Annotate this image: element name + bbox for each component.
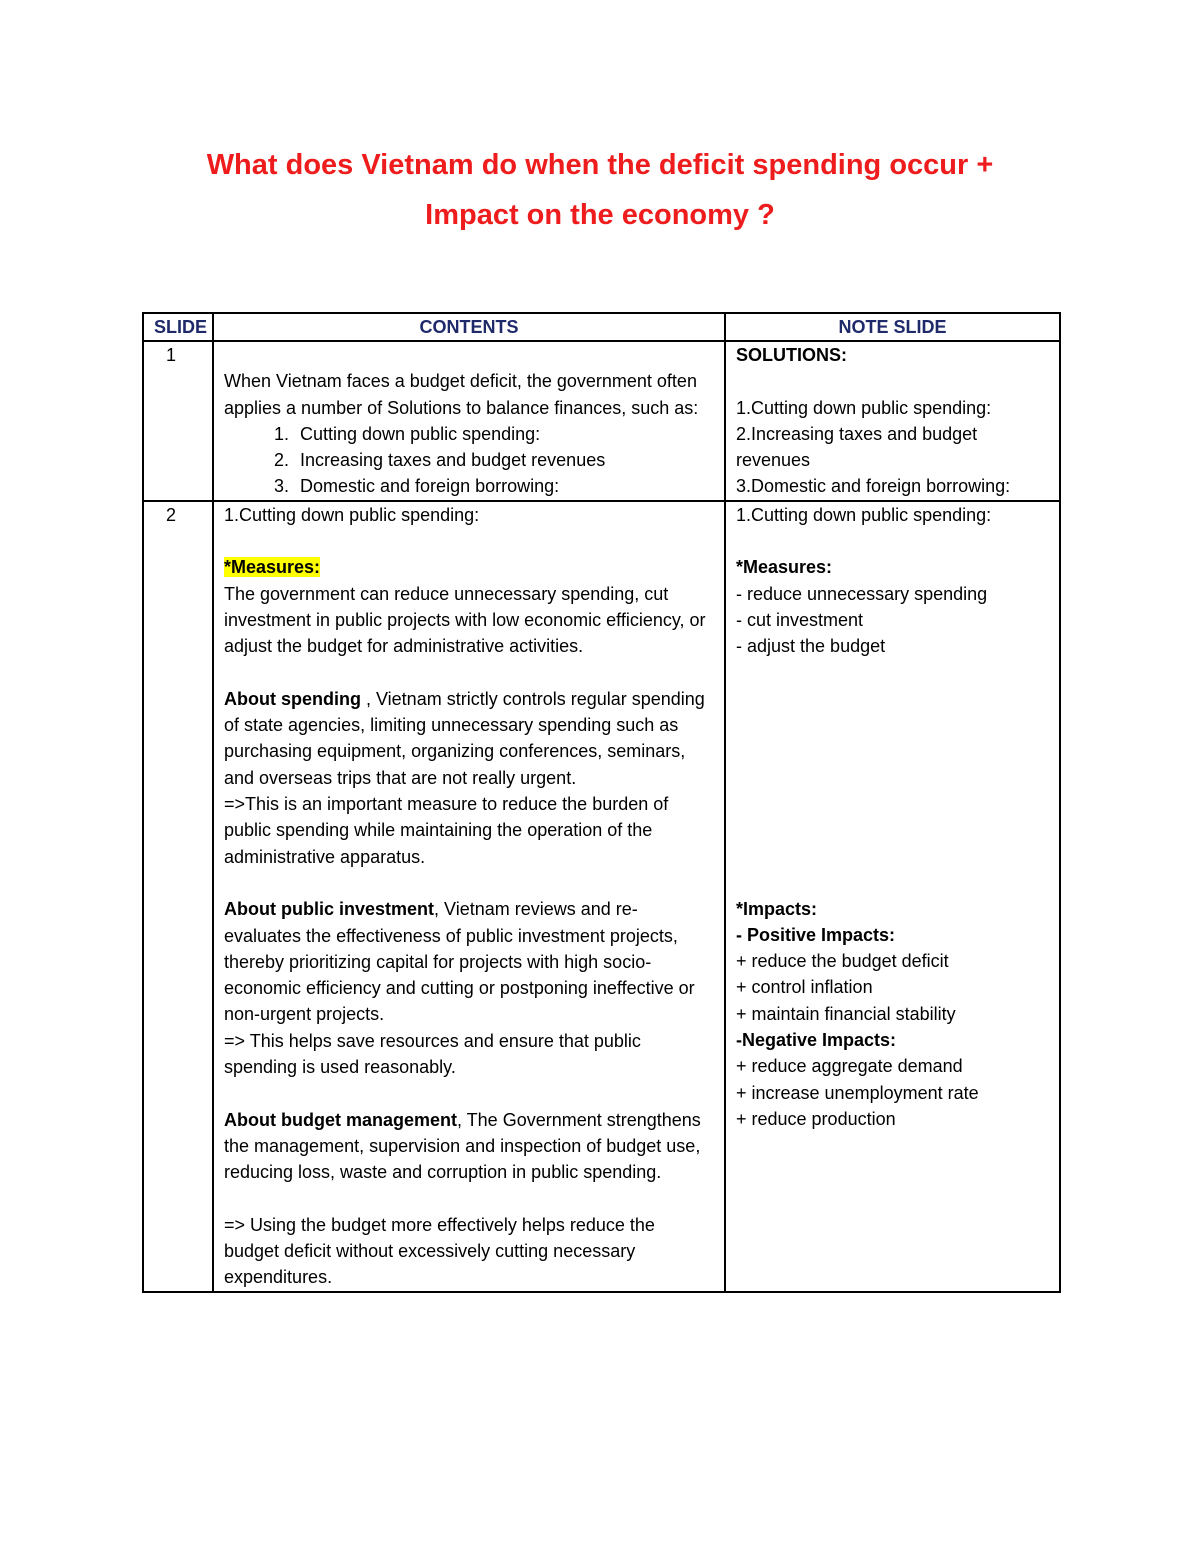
note-item: 2.Increasing taxes and budget revenues [736, 423, 978, 471]
note-item: - reduce unnecessary spending [736, 583, 988, 604]
header-contents: CONTENTS [213, 313, 725, 341]
list-item: 1. Cutting down public spending: [294, 421, 714, 447]
note-negative-label: -Negative Impacts: [736, 1030, 897, 1051]
investment-paragraph [224, 896, 714, 1027]
investment-label: About public investment [224, 899, 435, 920]
slide-number-cell [143, 501, 213, 1292]
note-impacts-label: *Impacts: [736, 898, 818, 919]
list-item: 2. Increasing taxes and budget revenues [294, 447, 714, 473]
solutions-list [224, 421, 714, 500]
table-row [143, 341, 1060, 501]
note-positive-label: - Positive Impacts: [736, 924, 896, 945]
note-item: + control inflation [736, 977, 873, 998]
title-line-1: What does Vietnam do when the deficit spending occur + [206, 149, 994, 181]
note-item: - cut investment [736, 609, 864, 630]
note-heading: 1.Cutting down public spending: [736, 504, 992, 525]
note-item: + reduce production [736, 1108, 896, 1129]
note-item: + reduce aggregate demand [736, 1056, 963, 1077]
budget-paragraph [224, 1107, 714, 1186]
note-heading: SOLUTIONS: [736, 345, 847, 365]
contents-cell [213, 341, 725, 501]
document-title [0, 140, 1200, 240]
measures-text: The government can reduce unnecessary spending, cut investment in public projects with low economic efficiency, or adjust the budget for administrative activities. [224, 583, 706, 657]
spending-text: , Vietnam strictly controls regular spending of state agencies, limiting unnecessary spending such as purchasing equipment, organizing conferences, seminars, and overseas trips that are not really urgent. [224, 688, 705, 788]
measures-label: *Measures: [224, 557, 321, 578]
note-item: + increase unemployment rate [736, 1082, 979, 1103]
investment-conclusion: => This helps save resources and ensure that public spending is used reasonably. [224, 1030, 641, 1078]
note-item: + reduce the budget deficit [736, 951, 949, 972]
header-note-slide: NOTE SLIDE [725, 313, 1060, 341]
slides-table [142, 312, 1061, 1293]
note-measures-label: *Measures: [736, 557, 833, 578]
header-slide: SLIDE [143, 313, 213, 341]
slide-number-cell [143, 341, 213, 501]
title-line-2: Impact on the economy ? [425, 199, 775, 231]
slide-number: 2 [166, 504, 177, 525]
note-item: 1.Cutting down public spending: [736, 397, 992, 418]
budget-conclusion: => Using the budget more effectively helps reduce the budget deficit without excessively cutting necessary expenditures. [224, 1214, 655, 1288]
note-item: 3.Domestic and foreign borrowing: [736, 476, 1011, 497]
spending-label: About spending [224, 688, 361, 709]
note-cell [725, 341, 1060, 501]
investment-text: , Vietnam reviews and re-evaluates the effectiveness of public investment projects, thereby prioritizing capital for projects with high socio-economic efficiency and cutting or postponing ineffective or non-urgent projects. [224, 899, 695, 1025]
contents-cell [213, 501, 725, 1292]
note-item: - adjust the budget [736, 636, 886, 657]
budget-label: About budget management [224, 1109, 457, 1130]
note-cell [725, 501, 1060, 1292]
spending-conclusion: =>This is an important measure to reduce the burden of public spending while maintaining the operation of the administrative apparatus. [224, 794, 669, 867]
budget-text: , The Government strengthens the management, supervision and inspection of budget use, reducing loss, waste and corruption in public spending. [224, 1109, 701, 1183]
table-row [143, 501, 1060, 1292]
spending-paragraph [224, 686, 714, 791]
slide-number: 1 [166, 345, 177, 365]
section-heading: 1.Cutting down public spending: [224, 504, 480, 525]
header-row [143, 313, 1060, 341]
note-item: + maintain financial stability [736, 1003, 956, 1024]
intro-paragraph: When Vietnam faces a budget deficit, the government often applies a number of Solutions to balance finances, such as: [224, 371, 699, 418]
list-item: 3. Domestic and foreign borrowing: [294, 473, 714, 499]
